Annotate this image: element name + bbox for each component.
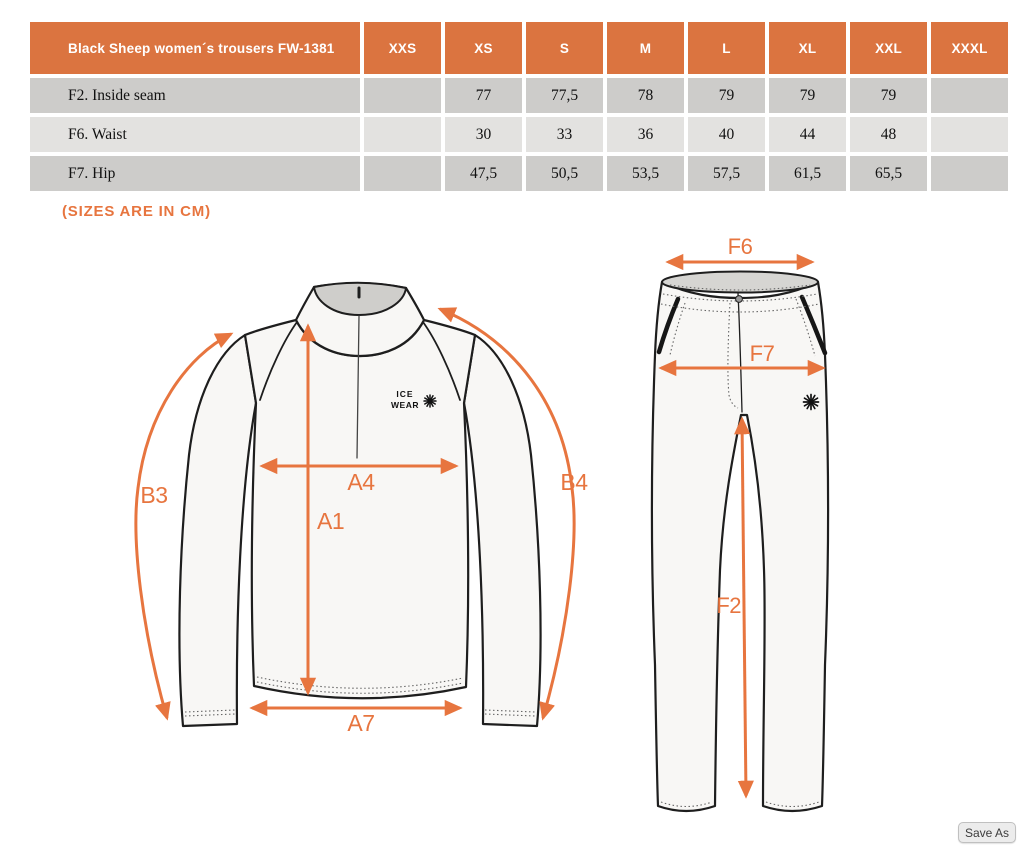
table-cell: 44 bbox=[769, 117, 846, 152]
trousers-diagram bbox=[630, 235, 930, 835]
row-label: F7. Hip bbox=[30, 156, 360, 191]
row-label: F2. Inside seam bbox=[30, 78, 360, 113]
table-cell: 79 bbox=[850, 78, 927, 113]
size-header-xxxl: XXXL bbox=[931, 22, 1008, 74]
table-cell: 79 bbox=[688, 78, 765, 113]
table-row-inside-seam bbox=[30, 78, 1008, 113]
table-cell: 61,5 bbox=[769, 156, 846, 191]
label-f7: F7 bbox=[749, 341, 775, 366]
waist-button bbox=[736, 296, 743, 303]
arrow-f2 bbox=[742, 419, 746, 796]
table-cell: 50,5 bbox=[526, 156, 603, 191]
table-cell bbox=[931, 156, 1008, 191]
sweater-diagram bbox=[110, 240, 600, 755]
size-chart-table bbox=[26, 18, 1012, 195]
table-cell: 40 bbox=[688, 117, 765, 152]
logo-text-wear: WEAR bbox=[391, 400, 419, 410]
label-f6: F6 bbox=[727, 235, 753, 259]
label-f2: F2 bbox=[716, 593, 741, 618]
table-row-hip bbox=[30, 156, 1008, 191]
table-cell: 77,5 bbox=[526, 78, 603, 113]
sizes-note: (SIZES ARE IN CM) bbox=[62, 203, 211, 220]
size-header-xs: XS bbox=[445, 22, 522, 74]
sweater-body bbox=[245, 320, 475, 698]
table-cell: 47,5 bbox=[445, 156, 522, 191]
row-label: F6. Waist bbox=[30, 117, 360, 152]
size-header-xxs: XXS bbox=[364, 22, 441, 74]
trousers-waist-opening bbox=[662, 272, 818, 293]
size-header-l: L bbox=[688, 22, 765, 74]
label-a7: A7 bbox=[347, 710, 375, 736]
label-b4: B4 bbox=[560, 469, 588, 495]
table-cell bbox=[364, 117, 441, 152]
table-title: Black Sheep women´s trousers FW-1381 bbox=[30, 22, 360, 74]
size-header-xl: XL bbox=[769, 22, 846, 74]
header-row bbox=[30, 22, 1008, 74]
sweater-outline bbox=[179, 283, 540, 726]
size-header-s: S bbox=[526, 22, 603, 74]
label-a1: A1 bbox=[317, 508, 345, 534]
label-b3: B3 bbox=[140, 482, 168, 508]
table-cell bbox=[364, 156, 441, 191]
size-header-m: M bbox=[607, 22, 684, 74]
sweater-right-sleeve bbox=[464, 335, 541, 726]
table-row-waist bbox=[30, 117, 1008, 152]
table-cell: 78 bbox=[607, 78, 684, 113]
table-cell: 48 bbox=[850, 117, 927, 152]
label-a4: A4 bbox=[347, 469, 375, 495]
logo-text-ice: ICE bbox=[396, 389, 414, 399]
table-cell: 65,5 bbox=[850, 156, 927, 191]
table-cell: 30 bbox=[445, 117, 522, 152]
table-cell bbox=[931, 117, 1008, 152]
table-cell bbox=[364, 78, 441, 113]
save-as-button[interactable]: Save As bbox=[958, 822, 1016, 843]
size-header-xxl: XXL bbox=[850, 22, 927, 74]
table-cell: 77 bbox=[445, 78, 522, 113]
table-cell: 57,5 bbox=[688, 156, 765, 191]
table-cell: 36 bbox=[607, 117, 684, 152]
table-cell: 79 bbox=[769, 78, 846, 113]
table-cell: 53,5 bbox=[607, 156, 684, 191]
table-cell: 33 bbox=[526, 117, 603, 152]
table-cell bbox=[931, 78, 1008, 113]
sweater-left-sleeve bbox=[179, 335, 256, 726]
